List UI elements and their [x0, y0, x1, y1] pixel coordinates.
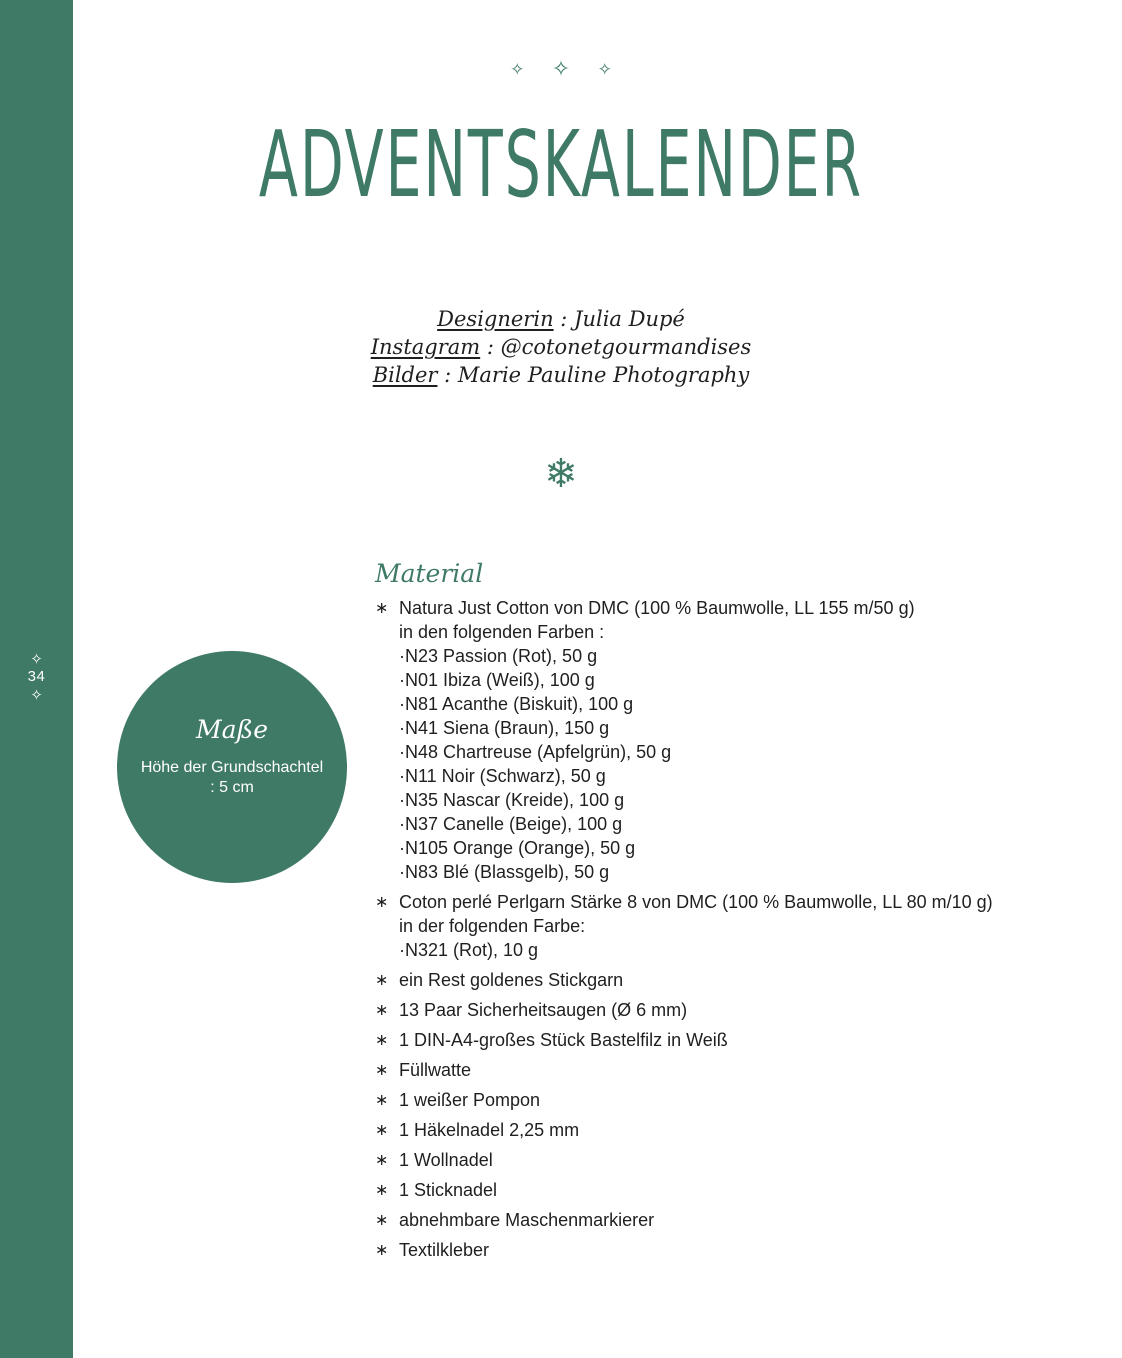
- list-item-line: 1 Häkelnadel 2,25 mm: [399, 1120, 580, 1140]
- credit-separator: :: [480, 335, 501, 359]
- list-item: [375, 1088, 1075, 1112]
- credit-line: [0, 305, 1122, 333]
- list-item-line: 1 Wollnadel: [399, 1150, 493, 1170]
- list-item-line: ·N01 Ibiza (Weiß), 100 g: [399, 670, 595, 690]
- asterisk-bullet-icon: ∗: [375, 1032, 389, 1049]
- asterisk-bullet-icon: ∗: [375, 1152, 389, 1169]
- list-item-line: abnehmbare Maschenmarkierer: [399, 1210, 655, 1230]
- asterisk-bullet-icon: ∗: [375, 972, 389, 989]
- measure-text: Höhe der Grundschachtel : 5 cm: [140, 759, 324, 796]
- list-item-line: 1 Sticknadel: [399, 1180, 498, 1200]
- list-item: [375, 1208, 1075, 1232]
- list-item-line: ·N81 Acanthe (Biskuit), 100 g: [399, 694, 634, 714]
- asterisk-bullet-icon: ∗: [375, 894, 389, 911]
- list-item-line: ·N48 Chartreuse (Apfelgrün), 50 g: [399, 742, 672, 762]
- list-item: [375, 596, 1075, 884]
- credit-label: Instagram: [370, 335, 481, 359]
- credits: [0, 305, 1122, 389]
- list-item-line: Textilkleber: [399, 1240, 490, 1260]
- top-sparkles: [0, 56, 1122, 81]
- list-item-line: ·N37 Canelle (Beige), 100 g: [399, 814, 623, 834]
- asterisk-bullet-icon: ∗: [375, 600, 389, 617]
- credit-label: Designerin: [437, 307, 554, 331]
- page-number: 34: [27, 668, 46, 685]
- credit-line: [0, 333, 1122, 361]
- asterisk-bullet-icon: ∗: [375, 1122, 389, 1139]
- asterisk-bullet-icon: ∗: [375, 1062, 389, 1079]
- page-title: ADVENTSKALENDER: [258, 111, 864, 218]
- sparkle-icon: ✧: [551, 57, 571, 82]
- credit-value: @cotonetgourmandises: [500, 335, 752, 359]
- list-item: [375, 1118, 1075, 1142]
- list-item-line: ·N105 Orange (Orange), 50 g: [399, 838, 636, 858]
- list-item: [375, 1238, 1075, 1262]
- list-item: [375, 998, 1075, 1022]
- measure-badge: [117, 651, 347, 883]
- credit-value: Julia Dupé: [574, 307, 685, 331]
- list-item-line: ·N35 Nascar (Kreide), 100 g: [399, 790, 625, 810]
- list-item-line: ·N11 Noir (Schwarz), 50 g: [399, 766, 606, 786]
- asterisk-bullet-icon: ∗: [375, 1242, 389, 1259]
- list-item-line: 1 DIN-A4-großes Stück Bastelfilz in Weiß: [399, 1030, 728, 1050]
- list-item-line: Coton perlé Perlgarn Stärke 8 von DMC (100 % Baumwolle, LL 80 m/10 g): [399, 892, 993, 912]
- snowflake-icon: ❄: [544, 451, 578, 497]
- list-item-line: 13 Paar Sicherheitsaugen (Ø 6 mm): [399, 1000, 688, 1020]
- list-item-line: Natura Just Cotton von DMC (100 % Baumwolle, LL 155 m/50 g): [399, 598, 915, 618]
- list-item: [375, 1028, 1075, 1052]
- list-item-line: ·N321 (Rot), 10 g: [399, 940, 539, 960]
- asterisk-bullet-icon: ∗: [375, 1092, 389, 1109]
- credit-line: [0, 361, 1122, 389]
- material-heading: Material: [375, 559, 484, 588]
- asterisk-bullet-icon: ∗: [375, 1002, 389, 1019]
- sparkle-icon: ✧: [30, 686, 43, 704]
- measure-title: Maße: [196, 715, 268, 744]
- sparkle-icon: ✧: [597, 60, 612, 80]
- credit-label: Bilder: [372, 363, 438, 387]
- list-item: [375, 1148, 1075, 1172]
- list-item: [375, 1178, 1075, 1202]
- asterisk-bullet-icon: ∗: [375, 1182, 389, 1199]
- list-item-line: in der folgenden Farbe:: [399, 916, 586, 936]
- sparkle-icon: ✧: [510, 60, 525, 80]
- list-item-line: ·N41 Siena (Braun), 150 g: [399, 718, 610, 738]
- list-item-line: 1 weißer Pompon: [399, 1090, 541, 1110]
- sparkle-icon: ✧: [30, 650, 43, 668]
- list-item-line: ein Rest goldenes Stickgarn: [399, 970, 624, 990]
- credit-separator: :: [553, 307, 575, 331]
- list-item: [375, 890, 1075, 962]
- credit-value: Marie Pauline Photography: [457, 363, 750, 387]
- material-section: [375, 556, 1075, 1268]
- asterisk-bullet-icon: ∗: [375, 1212, 389, 1229]
- list-item-line: in den folgenden Farben :: [399, 622, 605, 642]
- list-item: [375, 1058, 1075, 1082]
- list-item-line: ·N83 Blé (Blassgelb), 50 g: [399, 862, 610, 882]
- page-marker: [0, 650, 73, 704]
- list-item-line: ·N23 Passion (Rot), 50 g: [399, 646, 598, 666]
- material-list: [375, 596, 1075, 1262]
- credit-separator: :: [437, 363, 458, 387]
- list-item-line: Füllwatte: [399, 1060, 472, 1080]
- list-item: [375, 968, 1075, 992]
